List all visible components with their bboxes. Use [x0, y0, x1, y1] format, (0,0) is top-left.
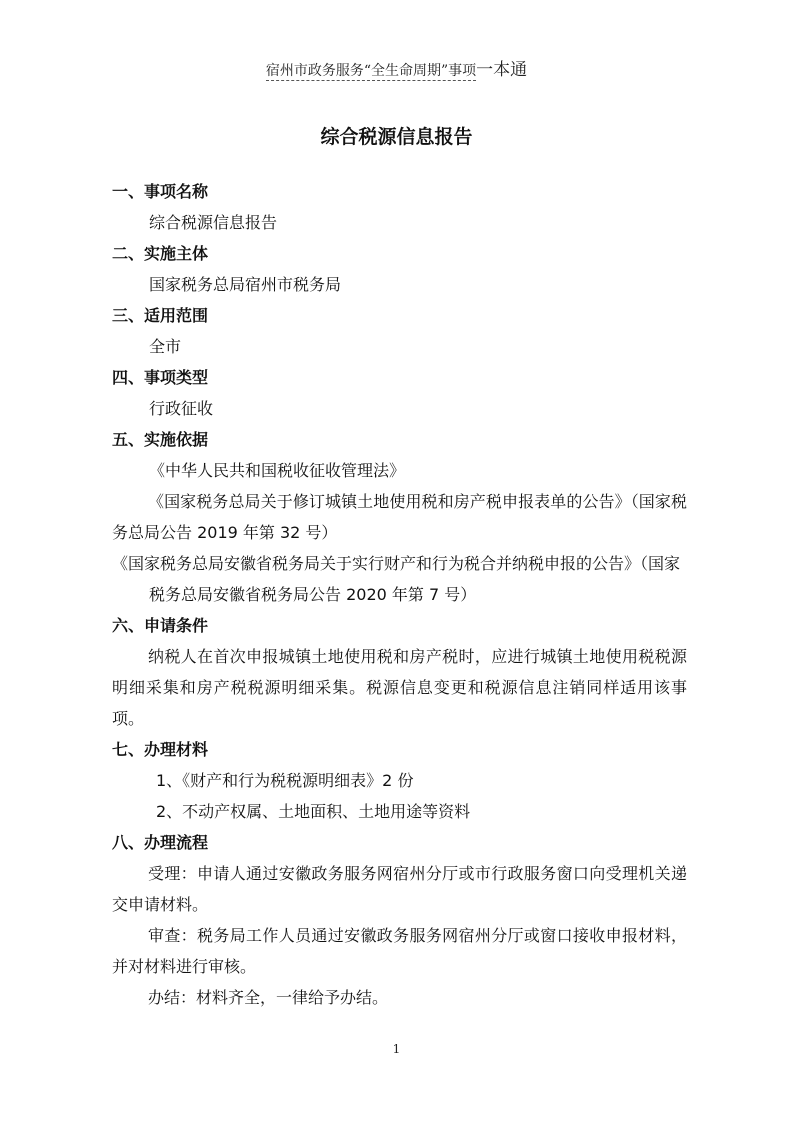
materials-item-2: 2、不动产权属、土地面积、土地用途等资料 [156, 802, 471, 821]
process-step-accept: 受理：申请人通过安徽政务服务网宿州分厅或市行政服务窗口向受理机关递交申请材料。 [112, 864, 687, 914]
legal-basis-1: 《中华人民共和国税收征收管理法》 [149, 461, 406, 480]
item-type-text: 行政征收 [149, 399, 214, 418]
section-heading-process: 八、办理流程 [112, 833, 209, 852]
section-heading-item-name: 一、事项名称 [112, 182, 209, 201]
document-title: 综合税源信息报告 [320, 126, 473, 148]
process-step-complete: 办结：材料齐全，一律给予办结。 [148, 988, 389, 1007]
process-step-review: 审查：税务局工作人员通过安徽政务服务网宿州分厅或窗口接收申报材料，并对材料进行审核。 [112, 926, 687, 976]
section-heading-materials: 七、办理材料 [112, 740, 209, 759]
running-header-tail: 一本通 [476, 60, 528, 80]
section-heading-item-type: 四、事项类型 [112, 368, 209, 387]
section-heading-legal-basis: 五、实施依据 [112, 430, 209, 449]
legal-basis-2: 《国家税务总局关于修订城镇土地使用税和房产税申报表单的公告》（国家税务总局公告 2019 年第 32 号） [112, 492, 687, 542]
document-body [112, 176, 687, 1013]
page-number: 1 [392, 1042, 401, 1056]
section-heading-conditions: 六、申请条件 [112, 616, 209, 635]
running-header-main: 宿州市政务服务“全生命周期”事项 [265, 63, 477, 79]
section-heading-scope: 三、适用范围 [112, 306, 209, 325]
conditions-text: 纳税人在首次申报城镇土地使用税和房产税时，应进行城镇土地使用税税源明细采集和房产税税源明细采集。税源信息变更和税源信息注销同样适用该事项。 [112, 647, 687, 728]
item-name-text: 综合税源信息报告 [149, 213, 278, 232]
section-heading-implementing-body: 二、实施主体 [112, 244, 209, 263]
materials-item-1: 1、《财产和行为税税源明细表》2 份 [156, 771, 414, 790]
running-header [0, 60, 793, 81]
implementing-body-text: 国家税务总局宿州市税务局 [149, 275, 342, 294]
legal-basis-3: 《国家税务总局安徽省税务局关于实行财产和行为税合并纳税申报的公告》（国家税务总局安徽省税务局公告 2020 年第 7 号） [112, 554, 681, 604]
scope-text: 全市 [149, 337, 182, 356]
